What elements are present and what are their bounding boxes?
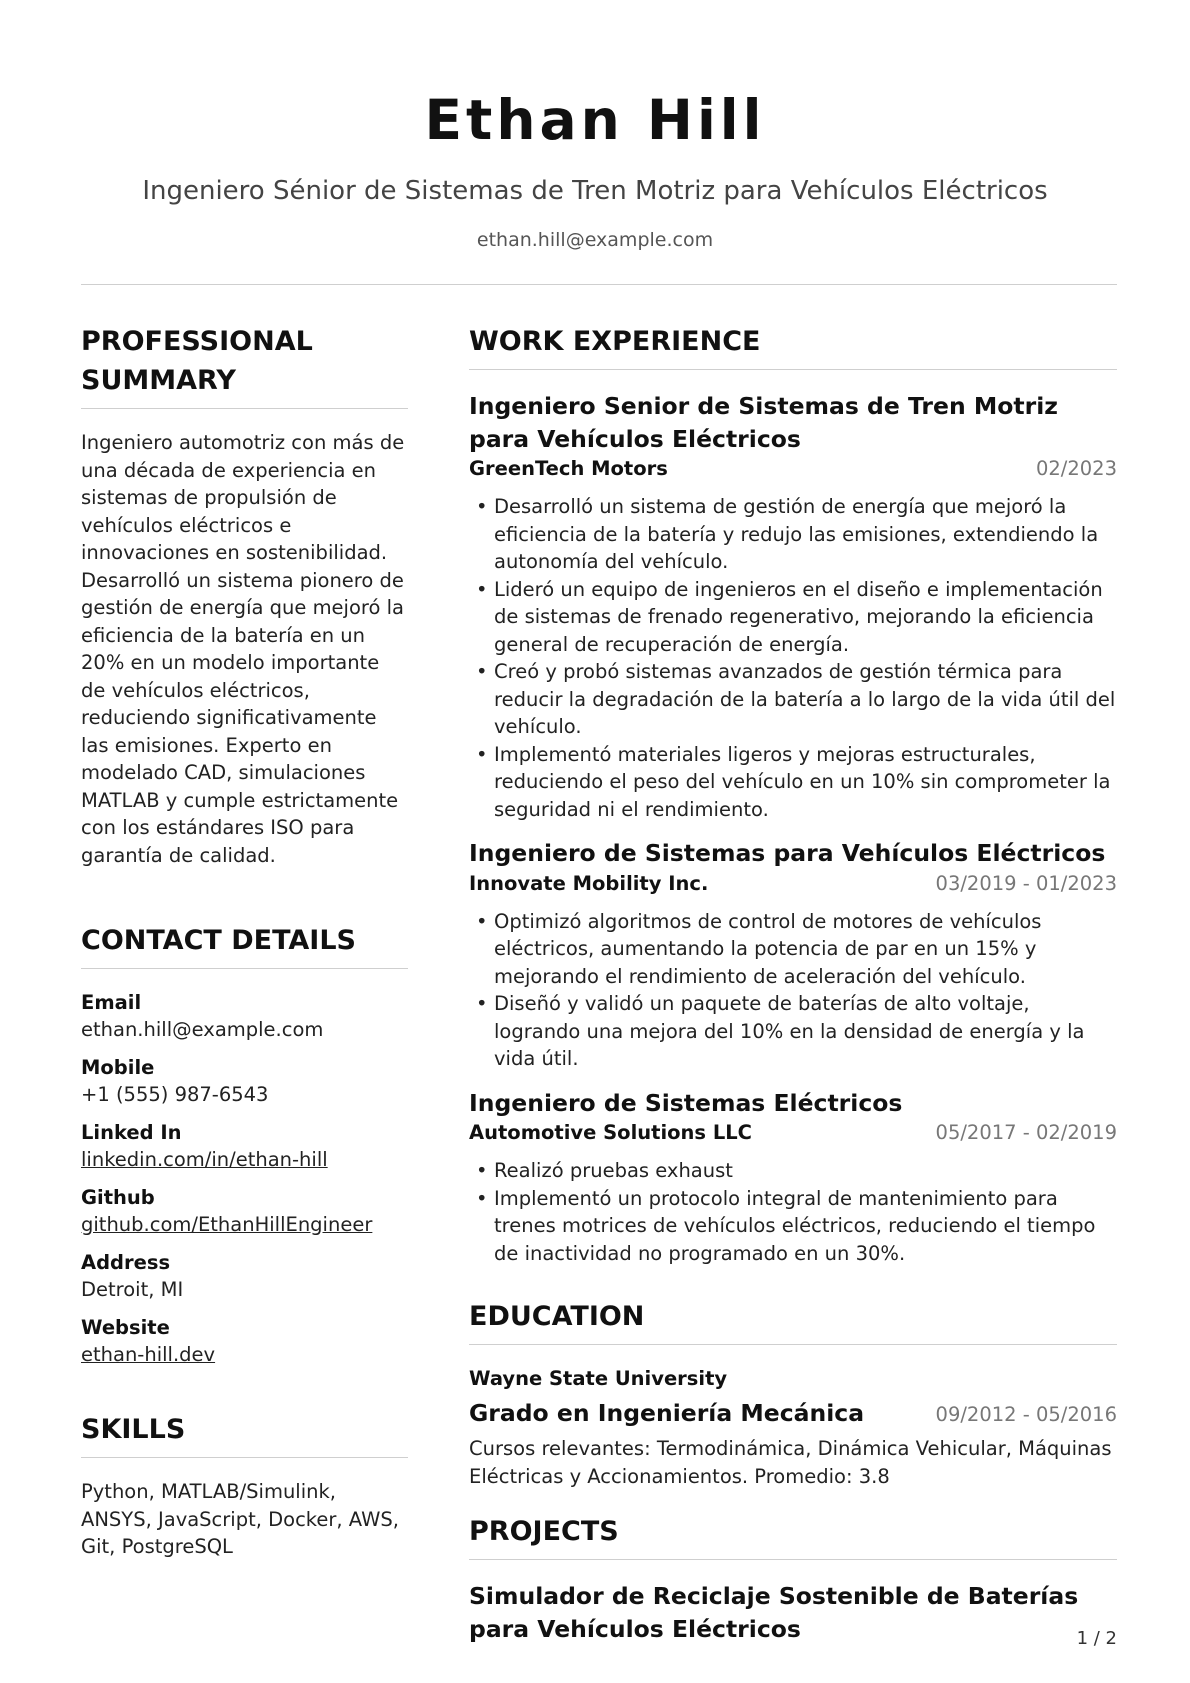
- github-link[interactable]: github.com/EthanHillEngineer: [81, 1213, 373, 1236]
- job-meta: [469, 1119, 1117, 1147]
- summary-heading: PROFESSIONAL SUMMARY: [81, 326, 313, 396]
- summary-text: Ingeniero automotriz con más de una década de experiencia en sistemas de propulsión de vehículos eléctricos e innovaciones en sostenibilidad. Desarrolló un sistema pionero de gestión de energía que mejoró la eficiencia de la batería en un 20% en un modelo importante de vehículos eléctricos, reduciendo significativamente las emisiones. Experto en modelado CAD, simulaciones MATLAB y cumple estrictamente con los estándares ISO para garantía de calidad.: [81, 431, 405, 867]
- list-item: • Implementó un protocolo integral de mantenimiento para trenes motrices de vehículos eléctricos, reduciendo el tiempo de inactividad no programado en un 30%.: [469, 1185, 1117, 1268]
- section-divider: [469, 369, 1117, 370]
- skills-text: Python, MATLAB/Simulink, ANSYS, JavaScript, Docker, AWS, Git, PostgreSQL: [81, 1480, 399, 1558]
- website-link[interactable]: ethan-hill.dev: [81, 1343, 216, 1366]
- section-divider: [81, 968, 408, 969]
- list-item: • Implementó materiales ligeros y mejoras estructurales, reduciendo el peso del vehículo en un 10% sin comprometer la seguridad ni el rendimiento.: [469, 741, 1117, 824]
- job-date: 05/2017 - 02/2019: [935, 1121, 1117, 1144]
- company-name: Innovate Mobility Inc.: [469, 871, 709, 895]
- section-divider: [81, 1457, 408, 1458]
- header-email: ethan.hill@example.com: [476, 229, 714, 251]
- left-column: [81, 322, 408, 1561]
- job-title: Ingeniero de Sistemas Eléctricos: [469, 1088, 903, 1117]
- education-description: Cursos relevantes: Termodinámica, Dinámica Vehicular, Máquinas Eléctricas y Accionamientos. Promedio: 3.8: [469, 1437, 1112, 1488]
- list-item: • Lideró un equipo de ingenieros en el diseño e implementación de sistemas de frenado regenerativo, mejorando la eficiencia general de recuperación de energía.: [469, 576, 1117, 659]
- candidate-name: Ethan Hill: [424, 88, 766, 152]
- job-bullets: [469, 1157, 1117, 1267]
- job-title: Ingeniero Senior de Sistemas de Tren Motriz para Vehículos Eléctricos: [469, 392, 1058, 453]
- linkedin-link[interactable]: linkedin.com/in/ethan-hill: [81, 1148, 328, 1171]
- job-title: Ingeniero de Sistemas para Vehículos Eléctricos: [469, 839, 1106, 867]
- skills-section: [81, 1410, 408, 1561]
- project-title: Simulador de Reciclaje Sostenible de Baterías para Vehículos Eléctricos: [469, 1582, 1079, 1643]
- address-value: Detroit, MI: [81, 1278, 184, 1301]
- mobile-label: Mobile: [81, 1056, 155, 1079]
- list-item: • Desarrolló un sistema de gestión de energía que mejoró la eficiencia de la batería y redujo las emisiones, extendiendo la autonomía del vehículo.: [469, 493, 1117, 576]
- section-divider: [469, 1344, 1117, 1345]
- job-entry: [469, 837, 1117, 1073]
- projects-heading: PROJECTS: [469, 1516, 619, 1547]
- job-date: 02/2023: [1035, 457, 1117, 480]
- projects-section: [469, 1512, 1117, 1645]
- education-section: [469, 1297, 1117, 1490]
- website-label: Website: [81, 1316, 170, 1339]
- email-value: ethan.hill@example.com: [81, 1018, 324, 1041]
- resume-header: [0, 0, 1190, 253]
- list-item: • Creó y probó sistemas avanzados de gestión térmica para reducir la degradación de la batería a lo largo de la vida útil del vehículo.: [469, 658, 1117, 741]
- section-divider: [469, 1559, 1117, 1560]
- right-column: [469, 322, 1117, 1645]
- education-heading: EDUCATION: [469, 1301, 645, 1332]
- education-date: 09/2012 - 05/2016: [935, 1403, 1117, 1426]
- degree-name: Grado en Ingeniería Mecánica: [469, 1399, 865, 1427]
- company-name: GreenTech Motors: [469, 457, 668, 480]
- institution-name: Wayne State University: [469, 1367, 728, 1390]
- job-meta: [469, 455, 1117, 483]
- section-divider: [81, 408, 408, 409]
- contact-heading: CONTACT DETAILS: [81, 925, 356, 956]
- list-item: • Optimizó algoritmos de control de motores de vehículos eléctricos, aumentando la potencia de par en un 15% y mejorando el rendimiento de aceleración del vehículo.: [469, 908, 1117, 991]
- education-meta: [469, 1397, 1117, 1429]
- contact-section: [81, 921, 408, 1368]
- summary-section: [81, 322, 408, 869]
- job-meta: [469, 870, 1117, 898]
- linkedin-label: Linked In: [81, 1121, 182, 1144]
- skills-heading: SKILLS: [81, 1414, 186, 1445]
- job-date: 03/2019 - 01/2023: [935, 871, 1117, 895]
- header-divider: [81, 284, 1117, 285]
- job-entry: [469, 1087, 1117, 1268]
- company-name: Automotive Solutions LLC: [469, 1121, 752, 1144]
- github-label: Github: [81, 1186, 155, 1209]
- experience-section: [469, 322, 1117, 1267]
- address-label: Address: [81, 1251, 171, 1274]
- job-bullets: [469, 493, 1117, 823]
- candidate-title: Ingeniero Sénior de Sistemas de Tren Motriz para Vehículos Eléctricos: [142, 176, 1048, 206]
- job-bullets: [469, 908, 1117, 1073]
- mobile-value: +1 (555) 987-6543: [81, 1083, 269, 1106]
- list-item: • Realizó pruebas exhaust: [469, 1157, 1117, 1185]
- job-entry: [469, 390, 1117, 823]
- email-label: Email: [81, 991, 142, 1014]
- experience-heading: WORK EXPERIENCE: [469, 326, 761, 357]
- list-item: • Diseñó y validó un paquete de baterías de alto voltaje, logrando una mejora del 10% en la densidad de energía y la vida útil.: [469, 990, 1117, 1073]
- page-number: 1 / 2: [1076, 1628, 1117, 1649]
